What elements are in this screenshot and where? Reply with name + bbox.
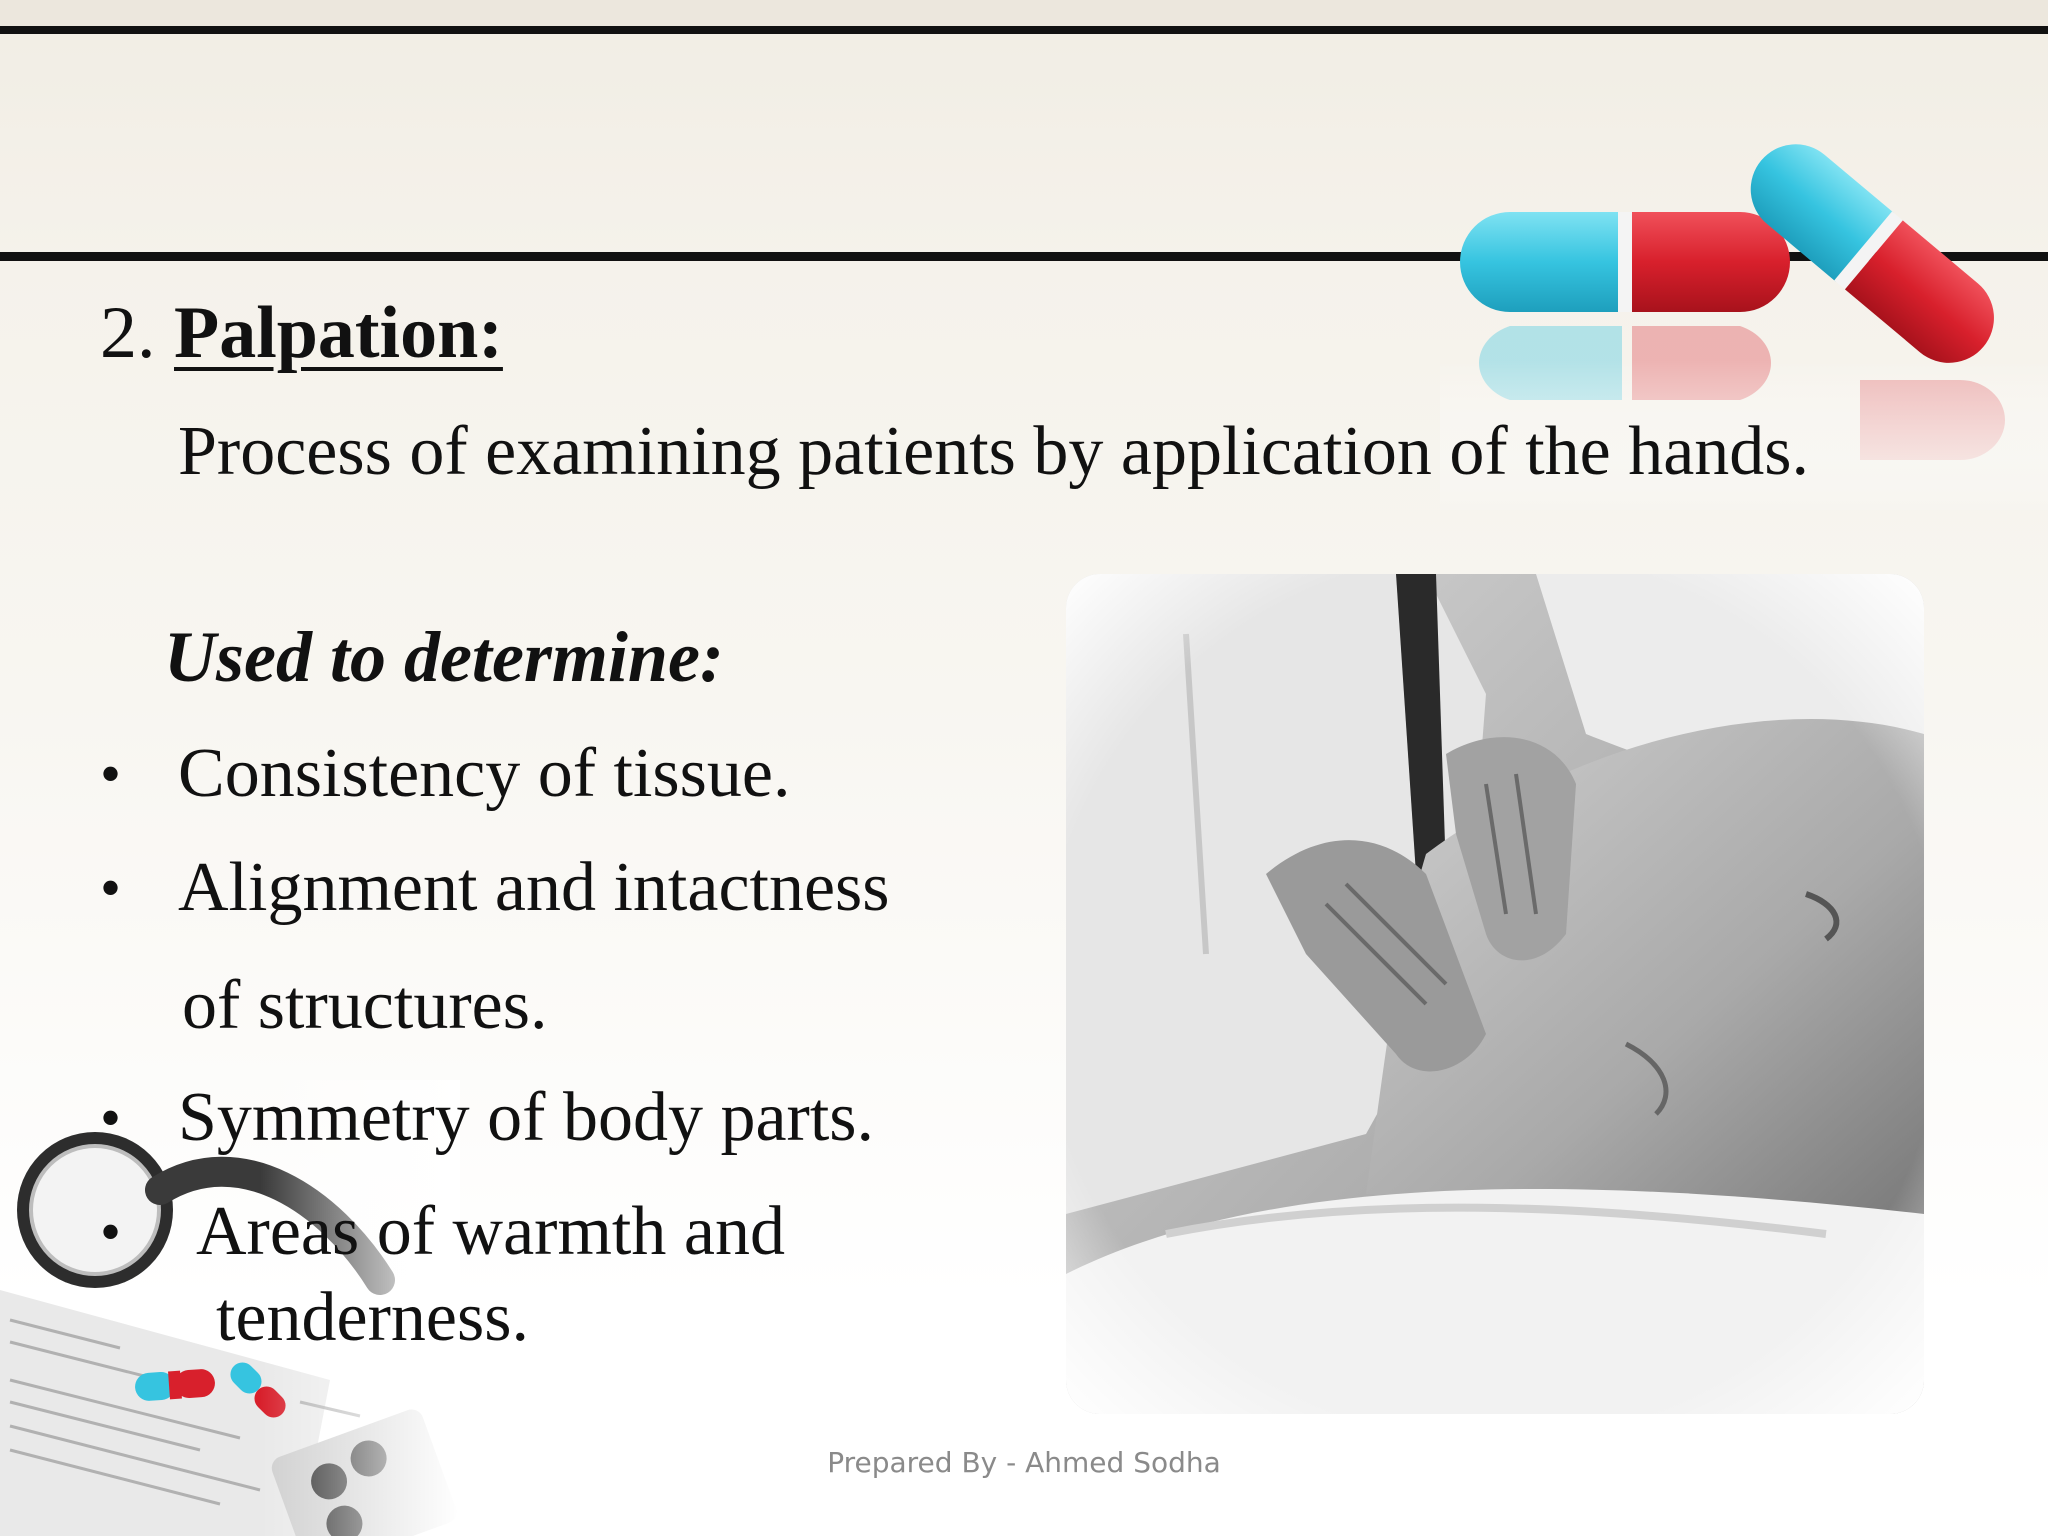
subheading: Used to determine: [164, 617, 724, 697]
heading-title: Palpation: [174, 292, 503, 374]
bullet-text: Symmetry of body parts. [178, 1079, 875, 1156]
bullet-icon: • [100, 855, 122, 921]
definition-text: Process of examining patients by application of the hands. [178, 413, 1810, 490]
bullet-icon: • [100, 1085, 122, 1151]
palpation-photo [1066, 574, 1924, 1414]
bullet-text: Alignment and intactness [178, 849, 890, 926]
heading-number: 2. [100, 292, 156, 374]
bullet-text: Consistency of tissue. [178, 735, 791, 812]
footer-credit: Prepared By - Ahmed Sodha [827, 1446, 1221, 1479]
bullet-icon: • [100, 741, 122, 807]
bullet-text-continued: tenderness. [216, 1279, 529, 1356]
bullet-text: Areas of warmth and [196, 1193, 785, 1270]
bullet-icon: • [100, 1199, 122, 1265]
bullet-text-continued: of structures. [182, 967, 548, 1044]
